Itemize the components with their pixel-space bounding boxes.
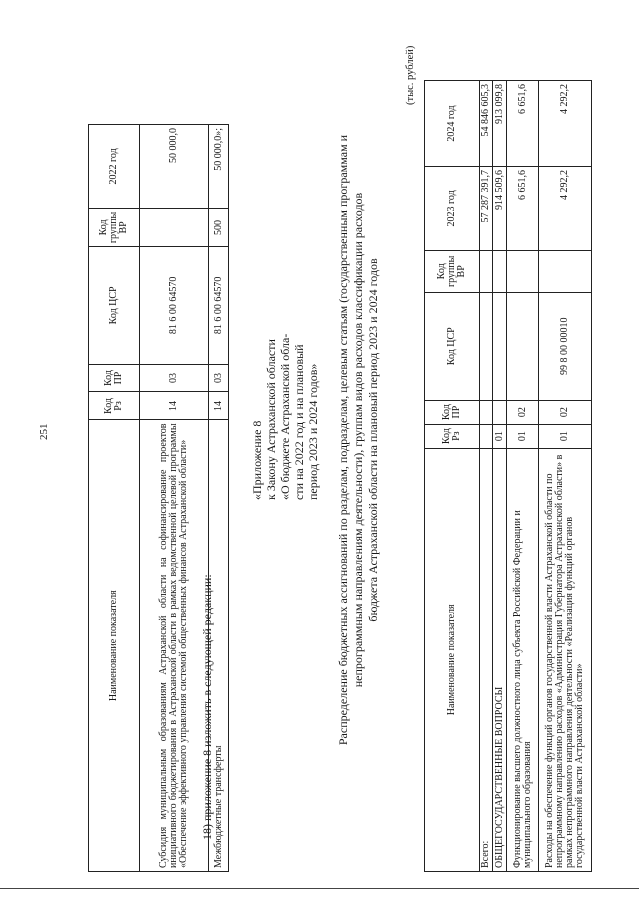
cell-pr [480, 400, 493, 424]
cell-csr [493, 292, 507, 400]
units-label: (тыс. рублей) [405, 45, 416, 105]
table-header-row [89, 125, 140, 872]
cell-2022: 50 000,0»; [209, 125, 229, 209]
cell-csr: 81 6 00 64570 [140, 247, 209, 364]
cell-vr [480, 250, 493, 292]
page-number: 251 [38, 423, 50, 440]
header-rz: Код Рз [425, 424, 480, 448]
cell-vr [507, 250, 539, 292]
header-name: Наименование показателя [89, 420, 140, 872]
amendment-text: 18) приложение 8 изложить в следующей редакции: [200, 574, 214, 840]
budget-allocation-table [424, 80, 592, 872]
table-row [539, 81, 592, 872]
header-pr: Код ПР [425, 400, 480, 424]
cell-2022: 50 000,0 [140, 125, 209, 209]
appendix-header [250, 334, 320, 500]
appendix-line: «О бюджете Астраханской обла- [278, 333, 292, 500]
cell-2024: 6 651,6 [507, 81, 539, 167]
table-header-row [425, 81, 480, 872]
appendix-line: период 2023 и 2024 годов» [306, 363, 320, 500]
cell-rz: 14 [209, 392, 229, 420]
cell-rz: 01 [493, 424, 507, 448]
cell-name: Расходы на обеспечение функций органов государственной власти Астраханской области по непрограммному направлению расходов «Администрация Губернатора Астраханской области» в рамках непрограммного направления деятельности «Реализация функций органов государственной власти Астраханской области» [539, 448, 592, 871]
cell-name: ОБЩЕГОСУДАРСТВЕННЫЕ ВОПРОСЫ [493, 448, 507, 871]
header-2023: 2023 год [425, 166, 480, 250]
cell-pr: 03 [140, 364, 209, 392]
title-line: Распределение бюджетных ассигнований по разделам, подразделам, целевым статьям (государственным программам и [336, 134, 350, 746]
cell-csr [480, 292, 493, 400]
cell-name: Субсидия муниципальным образованиям Астраханской области на софинансирование проектов инициативного бюджетирования в Астраханской области в рамках ведомственной целевой программы «Обеспечение эффективного управления системой общественных финансов Астраханской области» [140, 420, 209, 872]
cell-2023: 6 651,6 [507, 166, 539, 250]
cell-2023: 914 509,6 [493, 166, 507, 250]
cell-2023: 57 287 391,7 [480, 166, 493, 250]
header-vr: Код группы ВР [89, 208, 140, 246]
table-row [493, 81, 507, 872]
appendix-line: сти на 2022 год и на плановый [292, 344, 306, 500]
table-row [140, 125, 209, 872]
appendix-line: к Закону Астраханской области [264, 339, 278, 500]
cell-pr: 03 [209, 364, 229, 392]
cell-2024: 913 099,8 [493, 81, 507, 167]
title-line: непрограммным направлениям деятельности), группам видов расходов классификации расходов [351, 192, 365, 688]
appendix-line: «Приложение 8 [250, 420, 264, 500]
cell-vr [493, 250, 507, 292]
cell-2023: 4 292,2 [539, 166, 592, 250]
table-row [480, 81, 493, 872]
cell-pr: 02 [507, 400, 539, 424]
header-rz: Код Рз [89, 392, 140, 420]
cell-vr [140, 208, 209, 246]
cell-2024: 4 292,2 [539, 81, 592, 167]
header-csr: Код ЦСР [425, 292, 480, 400]
header-2024: 2024 год [425, 81, 480, 167]
cell-2024: 54 846 605,3 [480, 81, 493, 167]
cell-rz: 14 [140, 392, 209, 420]
header-csr: Код ЦСР [89, 247, 140, 364]
cell-csr: 99 8 00 00010 [539, 292, 592, 400]
cell-vr [539, 250, 592, 292]
cell-vr: 500 [209, 208, 229, 246]
bottom-rule [0, 888, 639, 889]
header-vr: Код группы ВР [425, 250, 480, 292]
document-title [336, 0, 381, 880]
cell-rz: 01 [507, 424, 539, 448]
cell-rz [480, 424, 493, 448]
header-2022: 2022 год [89, 125, 140, 209]
cell-csr: 81 6 00 64570 [209, 247, 229, 364]
cell-name: Всего: [480, 448, 493, 871]
header-pr: Код ПР [89, 364, 140, 392]
header-name: Наименование показателя [425, 448, 480, 871]
cell-pr [493, 400, 507, 424]
cell-pr: 02 [539, 400, 592, 424]
table-row [507, 81, 539, 872]
title-line: бюджета Астраханской области на плановый период 2023 и 2024 годов [366, 258, 380, 622]
cell-rz: 01 [539, 424, 592, 448]
cell-csr [507, 292, 539, 400]
cell-name: Функционирование высшего должностного лица субъекта Российской Федерации и муниципального образования [507, 448, 539, 871]
cell-name: Межбюджетные трансферты [209, 420, 229, 872]
